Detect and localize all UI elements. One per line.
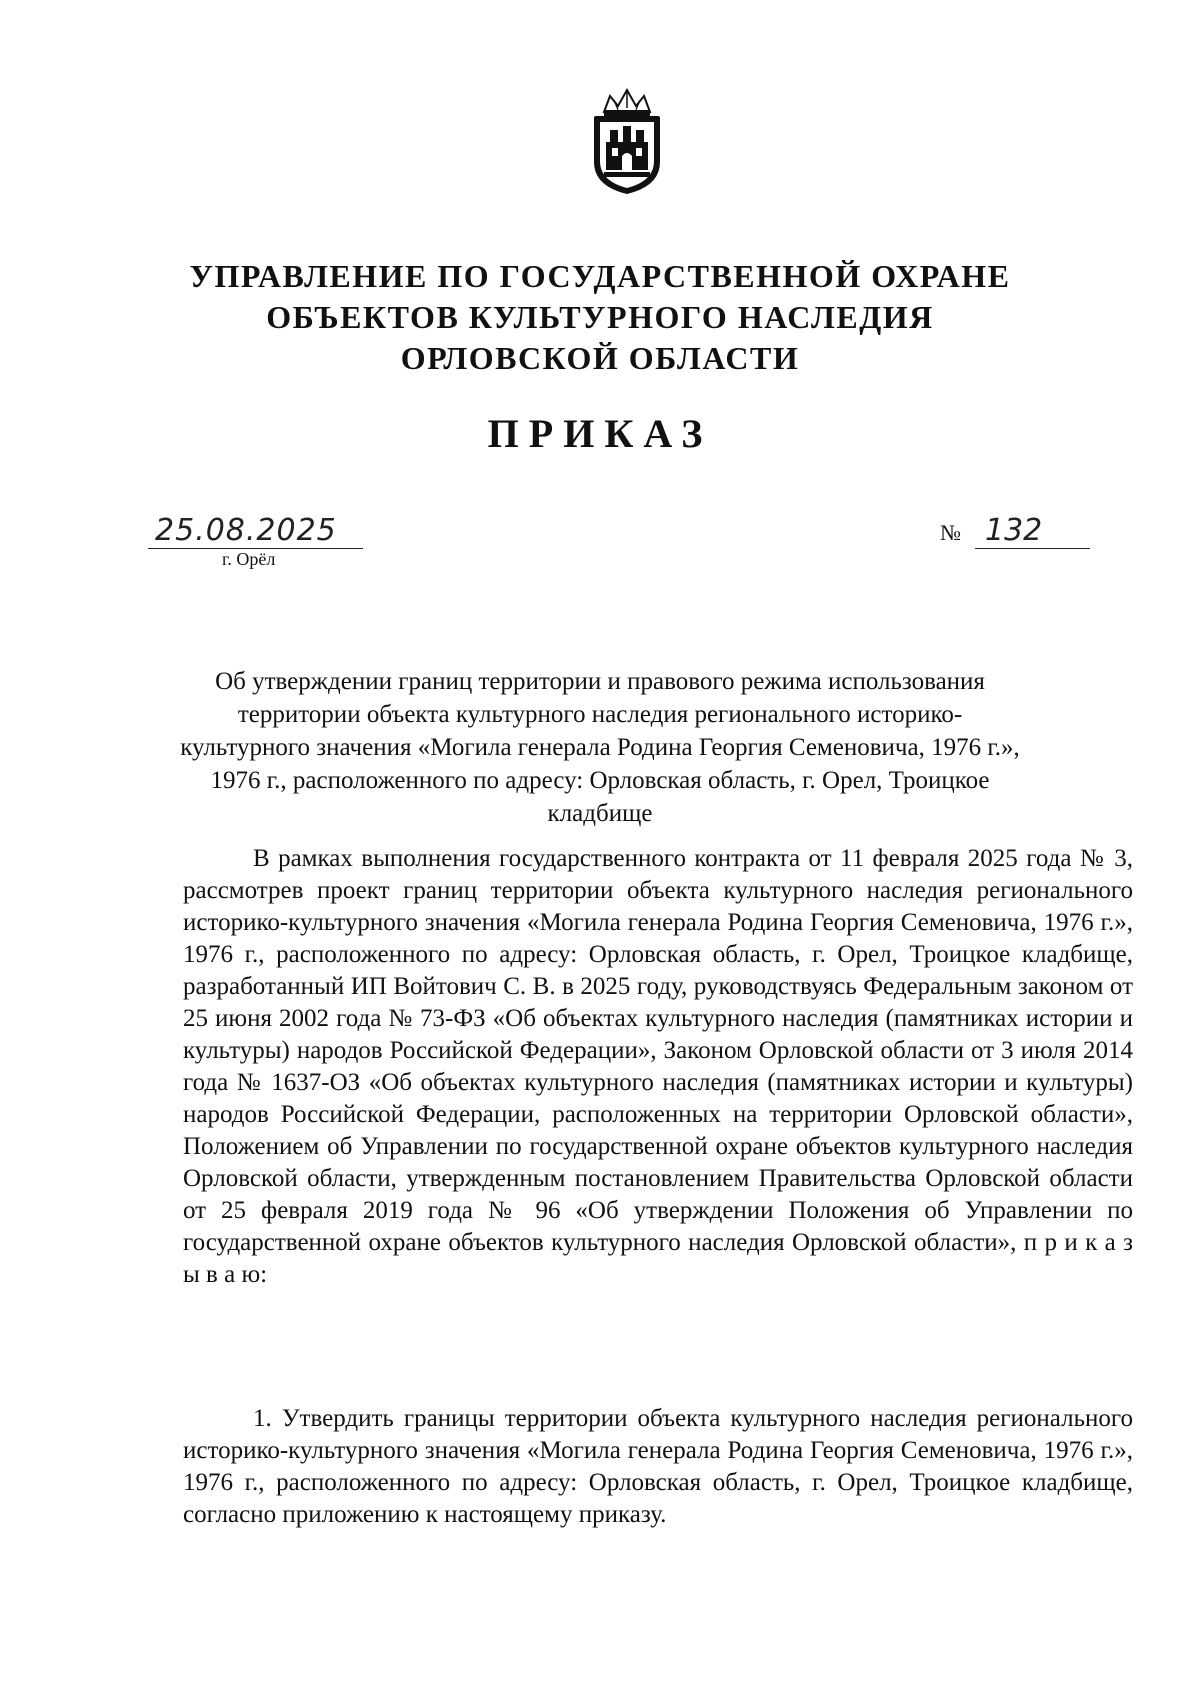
paragraph-text: В рамках выполнения государственного контракта от 11 февраля 2025 года № 3, рассмотрев проект границ территории объекта культурного наследия регионального историко-культурного значения «Могила генерала Родина Георгия Семеновича, 1976 г.», 1976 г., расположенного по адресу: Орловская область, г. Орел, Троицкое кладбище, разработанный ИП Войтович С. В. в 2025 году, руководствуясь Федеральным законом от 25 июня 2002 года № 73-ФЗ «Об объектах культурного наследия (памятниках истории и культуры) народов Российской Федерации», Законом Орловской области от 3 июля 2014 года № 1637-ОЗ «Об объектах культурного наследия (памятниках истории и культуры) народов Российской Федерации, расположенных на территории Орловской области», Положением об Управлении по государственной охране объектов культурного наследия Орловской области, утвержденным постановлением Правительства Орловской области от 25 февраля 2019 года № 96 «Об утверждении Положения об Управлении по государственной охране объектов культурного наследия Орловской области», п р и к а з ы в а ю: bbox=[183, 845, 1133, 1288]
agency-name-line-3: ОРЛОВСКОЙ ОБЛАСТИ bbox=[400, 340, 800, 376]
agency-name-line-2: ОБЪЕКТОВ КУЛЬТУРНОГО НАСЛЕДИЯ bbox=[266, 299, 934, 335]
body-paragraph-1 bbox=[183, 843, 1133, 1291]
document-title: Об утверждении границ территории и правового режима использования территории объекта культурного наследия регионального историко-культурного значения «Могила генерала Родина Георгия Семеновича, 1976 г.», 1976 г., расположенного по адресу: Орловская область, г. Орел, Троицкое кладбище bbox=[180, 668, 1020, 827]
number-underline bbox=[975, 548, 1090, 549]
paragraph-text: 1. Утвердить границы территории объекта культурного наследия регионального историко-культурного значения «Могила генерала Родина Георгия Семеновича, 1976 г.», 1976 г., расположенного по адресу: Орловская область, г. Орел, Троицкое кладбище, согласно приложению к настоящему приказу. bbox=[183, 1405, 1133, 1528]
coat-of-arms-icon bbox=[582, 86, 672, 196]
handwritten-number: 132 bbox=[985, 513, 1043, 548]
agency-name-line-1: УПРАВЛЕНИЕ ПО ГОСУДАРСТВЕННОЙ ОХРАНЕ bbox=[189, 258, 1011, 294]
document-type: ПРИКАЗ bbox=[487, 411, 713, 456]
number-label: № bbox=[940, 520, 961, 545]
body-paragraph-2 bbox=[183, 1403, 1133, 1531]
handwritten-date: 25.08.2025 bbox=[155, 513, 337, 548]
city: г. Орёл bbox=[222, 549, 276, 569]
